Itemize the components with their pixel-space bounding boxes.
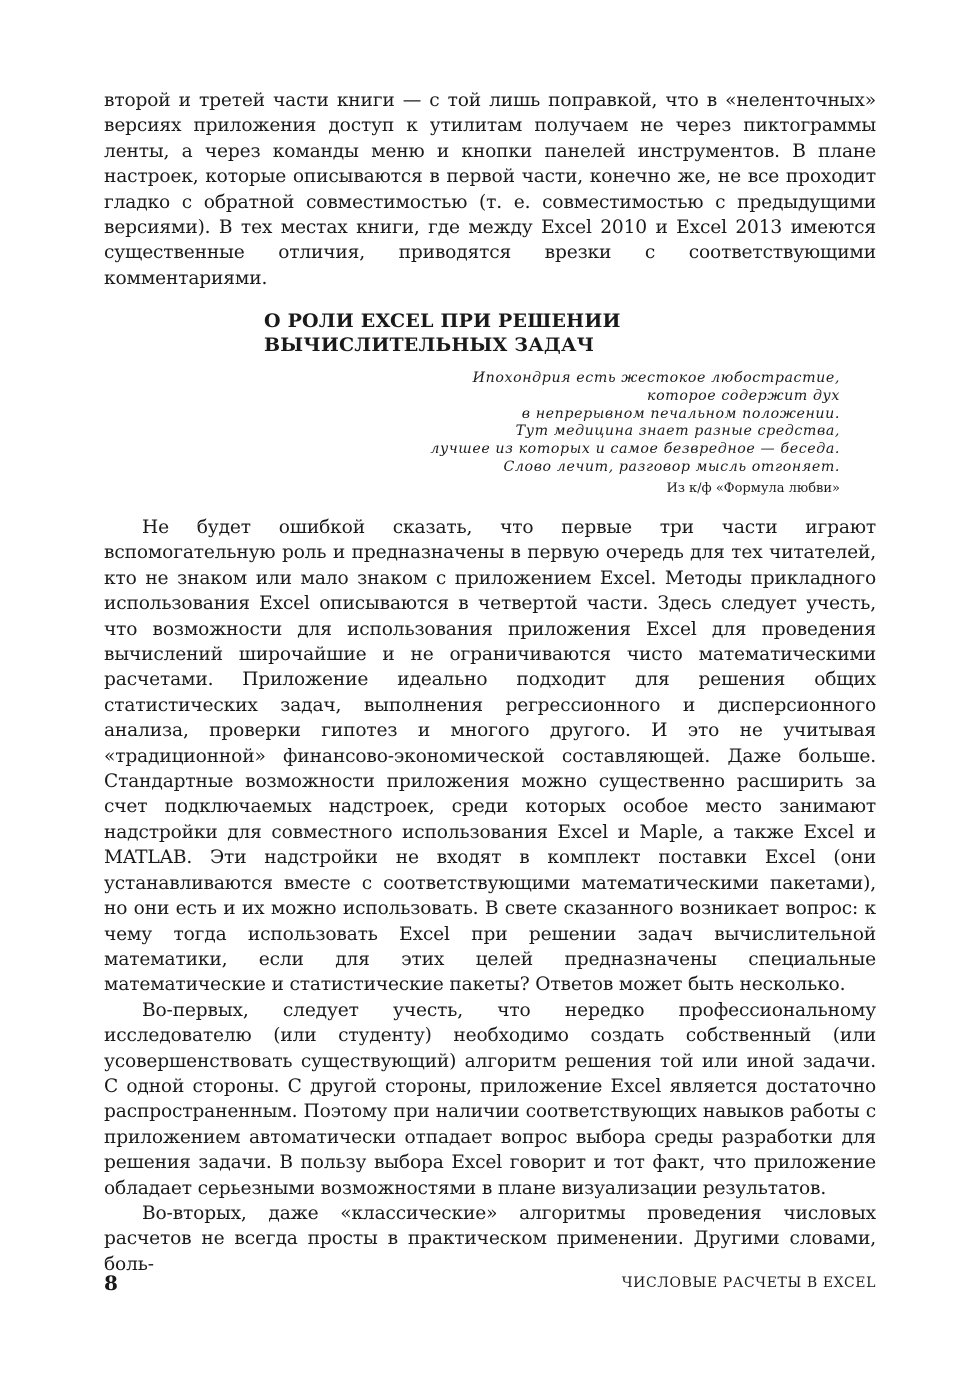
body-paragraph: Во-первых, следует учесть, что нередко профессиональному исследователю (или студенту) необходимо создать собственный (или усовершенствовать существующий) алгоритм решения той или иной задачи. С одной стороны. С другой стороны, приложение Excel является достаточно распространенным. Поэтому при наличии соответствующих навыков работы с приложением автоматически отпадает вопрос выбора среды разработки для решения задачи. В пользу выбора Excel говорит и тот факт, что приложение обладает серьезными возможностями в плане визуализации результатов. (104, 999, 877, 1199)
epigraph-line: Тут медицина знает разные средства, (515, 423, 840, 440)
intro-paragraph: второй и третей части книги — с той лишь поправкой, что в «неленточных» версиях приложения доступ к утилитам получаем не через пиктограммы ленты, а через команды меню и кнопки панелей инструментов. В плане настроек, которые описываются в первой части, конечно же, не все проходит гладко с обратной совместимостью (т. е. совместимостью с предыдущими версиями). В тех местах книги, где между Excel 2010 и Excel 2013 имеются существенные отличия, приводятся врезки с соответствующими комментариями. (104, 90, 876, 289)
epigraph-line: лучшее из которых и самое безвредное — беседа. (430, 441, 840, 458)
page-number: 8 (104, 1271, 118, 1295)
section-title-line-2: ВЫЧИСЛИТЕЛЬНЫХ ЗАДАЧ (264, 334, 595, 356)
section-title (264, 309, 621, 357)
section-title-line-1: О РОЛИ EXCEL ПРИ РЕШЕНИИ (264, 310, 621, 332)
book-page (104, 88, 877, 1275)
epigraph-line: Слово лечит, разговор мысль отгоняет. (503, 458, 840, 475)
epigraph-line: которое содержит дух (647, 387, 840, 404)
body-text (104, 515, 876, 1277)
epigraph-source: Из к/ф «Формула любви» (666, 481, 840, 496)
epigraph-line: в непрерывном печальном положении. (521, 405, 840, 422)
page-footer (104, 1271, 876, 1301)
epigraph (430, 370, 840, 477)
epigraph-line: Ипохондрия есть жестокое любострастие, (472, 370, 840, 386)
body-paragraph: Во-вторых, даже «классические» алгоритмы проведения числовых расчетов не всегда просты в практическом применении. Другими словами, боль- (104, 1202, 876, 1275)
body-paragraph: Не будет ошибкой сказать, что первые три части играют вспомогательную роль и предназначены в первую очередь для тех читателей, кто не знаком или мало знаком с приложением Excel. Методы прикладного использования Excel описываются в четвертой части. Здесь следует учесть, что возможности для использования приложения Excel для проведения вычислений широчайшие и не ограничиваются чисто математическими расчетами. Приложение идеально подходит для решения общих статистических задач, выполнения регрессионного и дисперсионного анализа, проверки гипотез и многого другого. И это не учитывая «традиционной» финансово-экономической составляющей. Даже больше. Стандартные возможности приложения можно существенно расширить за счет подключаемых надстроек, среди которых особое место занимают надстройки для совместного использования Excel и Maple, а также Excel и MATLAB. Эти надстройки не входят в комплект поставки Excel (они устанавливаются вместе с соответствующими математическими пакетами), но они есть и их можно использовать. В свете сказанного возникает вопрос: к чему тогда использовать Excel при решении задач вычислительной математики, если для этих целей предназначены специальные математические и статистические пакеты? Ответов может быть несколько. (104, 517, 876, 996)
running-head: ЧИСЛОВЫЕ РАСЧЕТЫ В EXCEL (621, 1275, 876, 1291)
